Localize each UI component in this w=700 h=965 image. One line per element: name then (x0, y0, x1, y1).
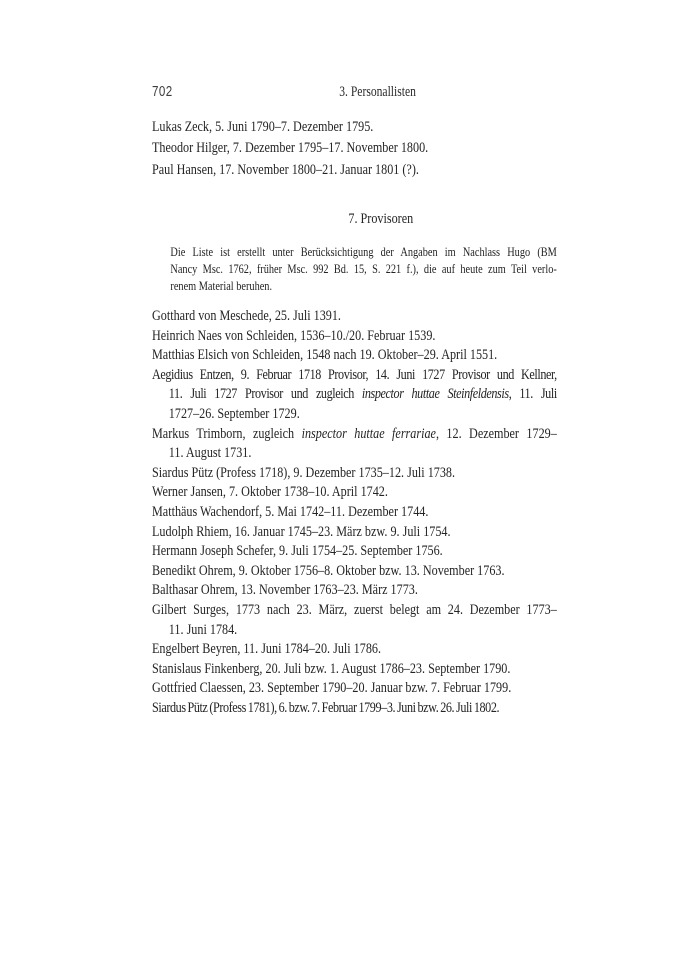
note-line (170, 278, 556, 295)
entry-line (152, 463, 557, 483)
note-line (170, 244, 556, 261)
entry-text: renem Material beruhen. (170, 279, 273, 294)
page-header (152, 84, 557, 102)
entry-text: Matthäus Wachendorf, 5. Mai 1742–11. Dezember 1744. (152, 502, 429, 520)
entry-line (152, 502, 557, 522)
intro-list (152, 116, 557, 180)
entry-text: Nancy Msc. 1762, früher Msc. 992 Bd. 15, S. 221 f.), die auf heute zum Teil verlo- (170, 262, 557, 277)
entry-text: 11. August 1731. (168, 444, 252, 462)
provisor-entry (152, 580, 557, 600)
entry-line (152, 326, 557, 346)
entry-text: Werner Jansen, 7. Oktober 1738–10. April 1742. (152, 483, 388, 501)
entry-line (152, 561, 557, 581)
entry-line (152, 443, 557, 463)
entry-text: 11. Juli 1727 Provisor und zugleich (168, 385, 362, 403)
entry-text: Gilbert Surges, 1773 nach 23. März, zuerst belegt am 24. Dezember 1773– (152, 600, 557, 618)
entry-text: Balthasar Ohrem, 13. November 1763–23. März 1773. (152, 581, 418, 599)
entry-text: 11. Juni 1784. (168, 620, 238, 638)
provisor-entry (152, 639, 557, 659)
provisor-entry (152, 502, 557, 522)
provisor-entry (152, 424, 557, 463)
entry-text: Theodor Hilger, 7. Dezember 1795–17. November 1800. (152, 139, 429, 157)
entry-text: Hermann Joseph Schefer, 9. Juli 1754–25. September 1756. (152, 542, 443, 560)
entry-line (152, 698, 557, 718)
latin-term: inspector huttae ferrariae (301, 424, 436, 442)
entry-text: Gotthard von Meschede, 25. Juli 1391. (152, 307, 341, 324)
entry-line (152, 659, 557, 679)
entry-line (152, 620, 557, 640)
entry-line (152, 541, 557, 561)
provisor-entry (152, 306, 557, 326)
entry-text: Heinrich Naes von Schleiden, 1536–10./20. Februar 1539. (152, 326, 436, 344)
entry-text: Matthias Elsich von Schleiden, 1548 nach 19. Oktober–29. April 1551. (152, 346, 498, 364)
provisor-list (152, 306, 557, 717)
entry-line (152, 580, 557, 600)
provisor-entry (152, 482, 557, 502)
entry-text: Siardus Pütz (Profess 1718), 9. Dezember 1735–12. Juli 1738. (152, 463, 456, 481)
provisor-entry (152, 678, 557, 698)
entry-line (152, 116, 557, 137)
provisor-entry (152, 522, 557, 542)
provisor-entry (152, 365, 557, 424)
entry-line (152, 384, 557, 404)
entry-line (152, 522, 557, 542)
latin-term: inspector huttae Steinfeldensis (361, 385, 509, 403)
entry-text: Lukas Zeck, 5. Juni 1790–7. Dezember 1795. (152, 118, 374, 135)
provisor-entry (152, 659, 557, 679)
entry-line (152, 600, 557, 620)
section-heading: 7. Provisoren (348, 210, 414, 227)
entry-line (152, 404, 557, 424)
entry-text: Die Liste ist erstellt unter Berücksichtigung der Angaben im Nachlass Hugo (BM (170, 245, 557, 259)
entry-line (152, 678, 557, 698)
entry-line (152, 365, 557, 385)
entry-text: Markus Trimborn, zugleich (152, 424, 302, 442)
provisor-entry (152, 541, 557, 561)
page-number: 702 (152, 84, 173, 100)
entry-text: Gottfried Claessen, 23. September 1790–20. Januar bzw. 7. Februar 1799. (152, 679, 512, 697)
entry-text: Stanislaus Finkenberg, 20. Juli bzw. 1. August 1786–23. September 1790. (152, 659, 511, 677)
entry-text: , 11. Juli (508, 385, 557, 403)
provisor-entry (152, 600, 557, 639)
entry-line (152, 639, 557, 659)
entry-text: 1727–26. September 1729. (168, 404, 300, 422)
entry-line (152, 159, 557, 180)
entry-text: Benedikt Ohrem, 9. Oktober 1756–8. Oktober bzw. 13. November 1763. (152, 561, 505, 579)
provisor-entry (152, 326, 557, 346)
provisor-entry (152, 561, 557, 581)
entry-text: Paul Hansen, 17. November 1800–21. Januar 1801 (?). (152, 160, 419, 178)
note-line (170, 261, 556, 278)
editorial-note (170, 244, 556, 296)
entry-line (152, 424, 557, 444)
entry-line (152, 482, 557, 502)
entry-text: Engelbert Beyren, 11. Juni 1784–20. Juli 1786. (152, 640, 382, 658)
provisor-entry (152, 345, 557, 365)
running-head: 3. Personallisten (339, 84, 416, 100)
provisor-entry (152, 463, 557, 483)
entry-text: , 12. Dezember 1729– (435, 424, 557, 442)
entry-text: Siardus Pütz (Profess 1781), 6. bzw. 7. Februar 1799–3. Juni bzw. 26. Juli 1802. (152, 698, 500, 716)
entry-line (152, 345, 557, 365)
provisor-entry (152, 698, 557, 718)
entry-text: Aegidius Entzen, 9. Februar 1718 Provisor, 14. Juni 1727 Provisor und Kellner, (152, 365, 557, 383)
entry-line (152, 306, 557, 326)
entry-text: Ludolph Rhiem, 16. Januar 1745–23. März bzw. 9. Juli 1754. (152, 522, 451, 540)
entry-line (152, 137, 557, 158)
